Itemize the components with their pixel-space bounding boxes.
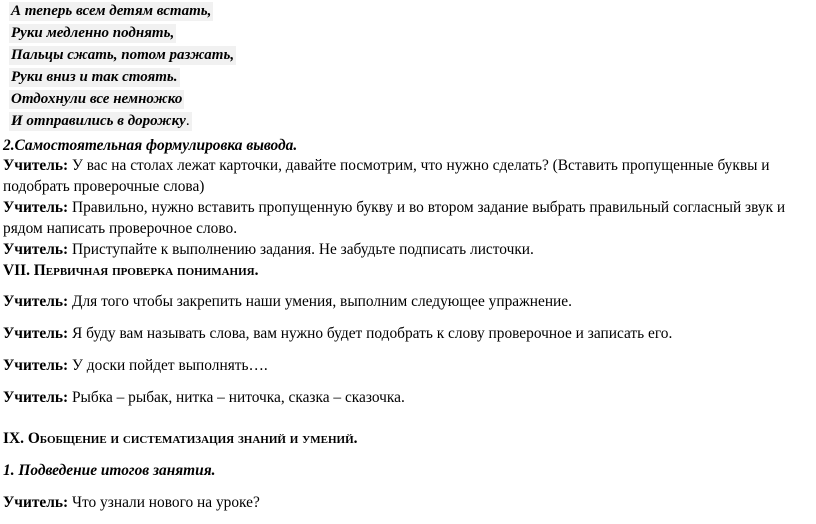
paragraph-text: Для того чтобы закрепить наши умения, выполним следующее упражнение. [68,293,572,310]
section2-title: 2.Самостоятельная формулировка вывода. [3,137,298,154]
paragraph-text: Что узнали нового на уроке? [68,494,260,511]
heading-section-9 [3,429,358,449]
heading-number: IX. [3,430,28,447]
paragraph-text: У доски пойдет выполнять…. [68,357,268,374]
paragraph [3,493,260,513]
poem-line [9,112,192,131]
paragraph [3,388,405,408]
poem-end-punct: . [185,113,190,129]
paragraph [3,324,672,344]
poem-line: Руки вниз и так стоять. [11,69,178,85]
speaker-label: Учитель: [3,199,69,216]
paragraph-text: Рыбка – рыбак, нитка – ниточка, сказка – сказочка. [68,389,405,406]
poem-line: Отдохнули все немножко [11,91,183,107]
paragraph-text: Правильно, нужно вставить пропущенную букву и во втором задание выбрать правильный согласный звук и [68,199,786,216]
speaker-label: Учитель: [3,293,69,310]
poem-line: Руки медленно поднять, [11,25,175,41]
paragraph-text: Приступайте к выполнению задания. Не забудьте подписать листочки. [68,241,534,258]
heading-number: VII. [3,262,34,279]
poem-line: Пальцы сжать, потом разжать, [11,47,235,63]
speaker-label: Учитель: [3,389,69,406]
speaker-label: Учитель: [3,325,69,342]
subheading: 1. Подведение итогов занятия. [3,462,216,479]
paragraph [3,292,572,312]
paragraph [3,240,534,260]
poem-line-text: И отправились в дорожку [11,113,186,129]
paragraph [3,356,268,376]
poem-line: А теперь всем детям встать, [11,3,212,19]
paragraph [3,156,770,176]
speaker-label: Учитель: [3,157,69,174]
paragraph-text: Я буду вам называть слова, вам нужно будет подобрать к слову проверочное и записать его. [68,325,673,342]
paragraph-text: У вас на столах лежат карточки, давайте посмотрим, что нужно сделать? (Вставить пропущенные буквы и [68,157,770,174]
heading-text: Первичная проверка понимания. [33,262,259,279]
paragraph [3,198,785,218]
paragraph-continuation: подобрать проверочные слова) [3,178,205,195]
speaker-label: Учитель: [3,357,69,374]
speaker-label: Учитель: [3,494,69,511]
heading-text: Обобщение и систематизация знаний и умений. [27,430,358,447]
paragraph-continuation: рядом написать проверочное слово. [3,220,238,237]
speaker-label: Учитель: [3,241,69,258]
heading-section-7 [3,261,258,281]
